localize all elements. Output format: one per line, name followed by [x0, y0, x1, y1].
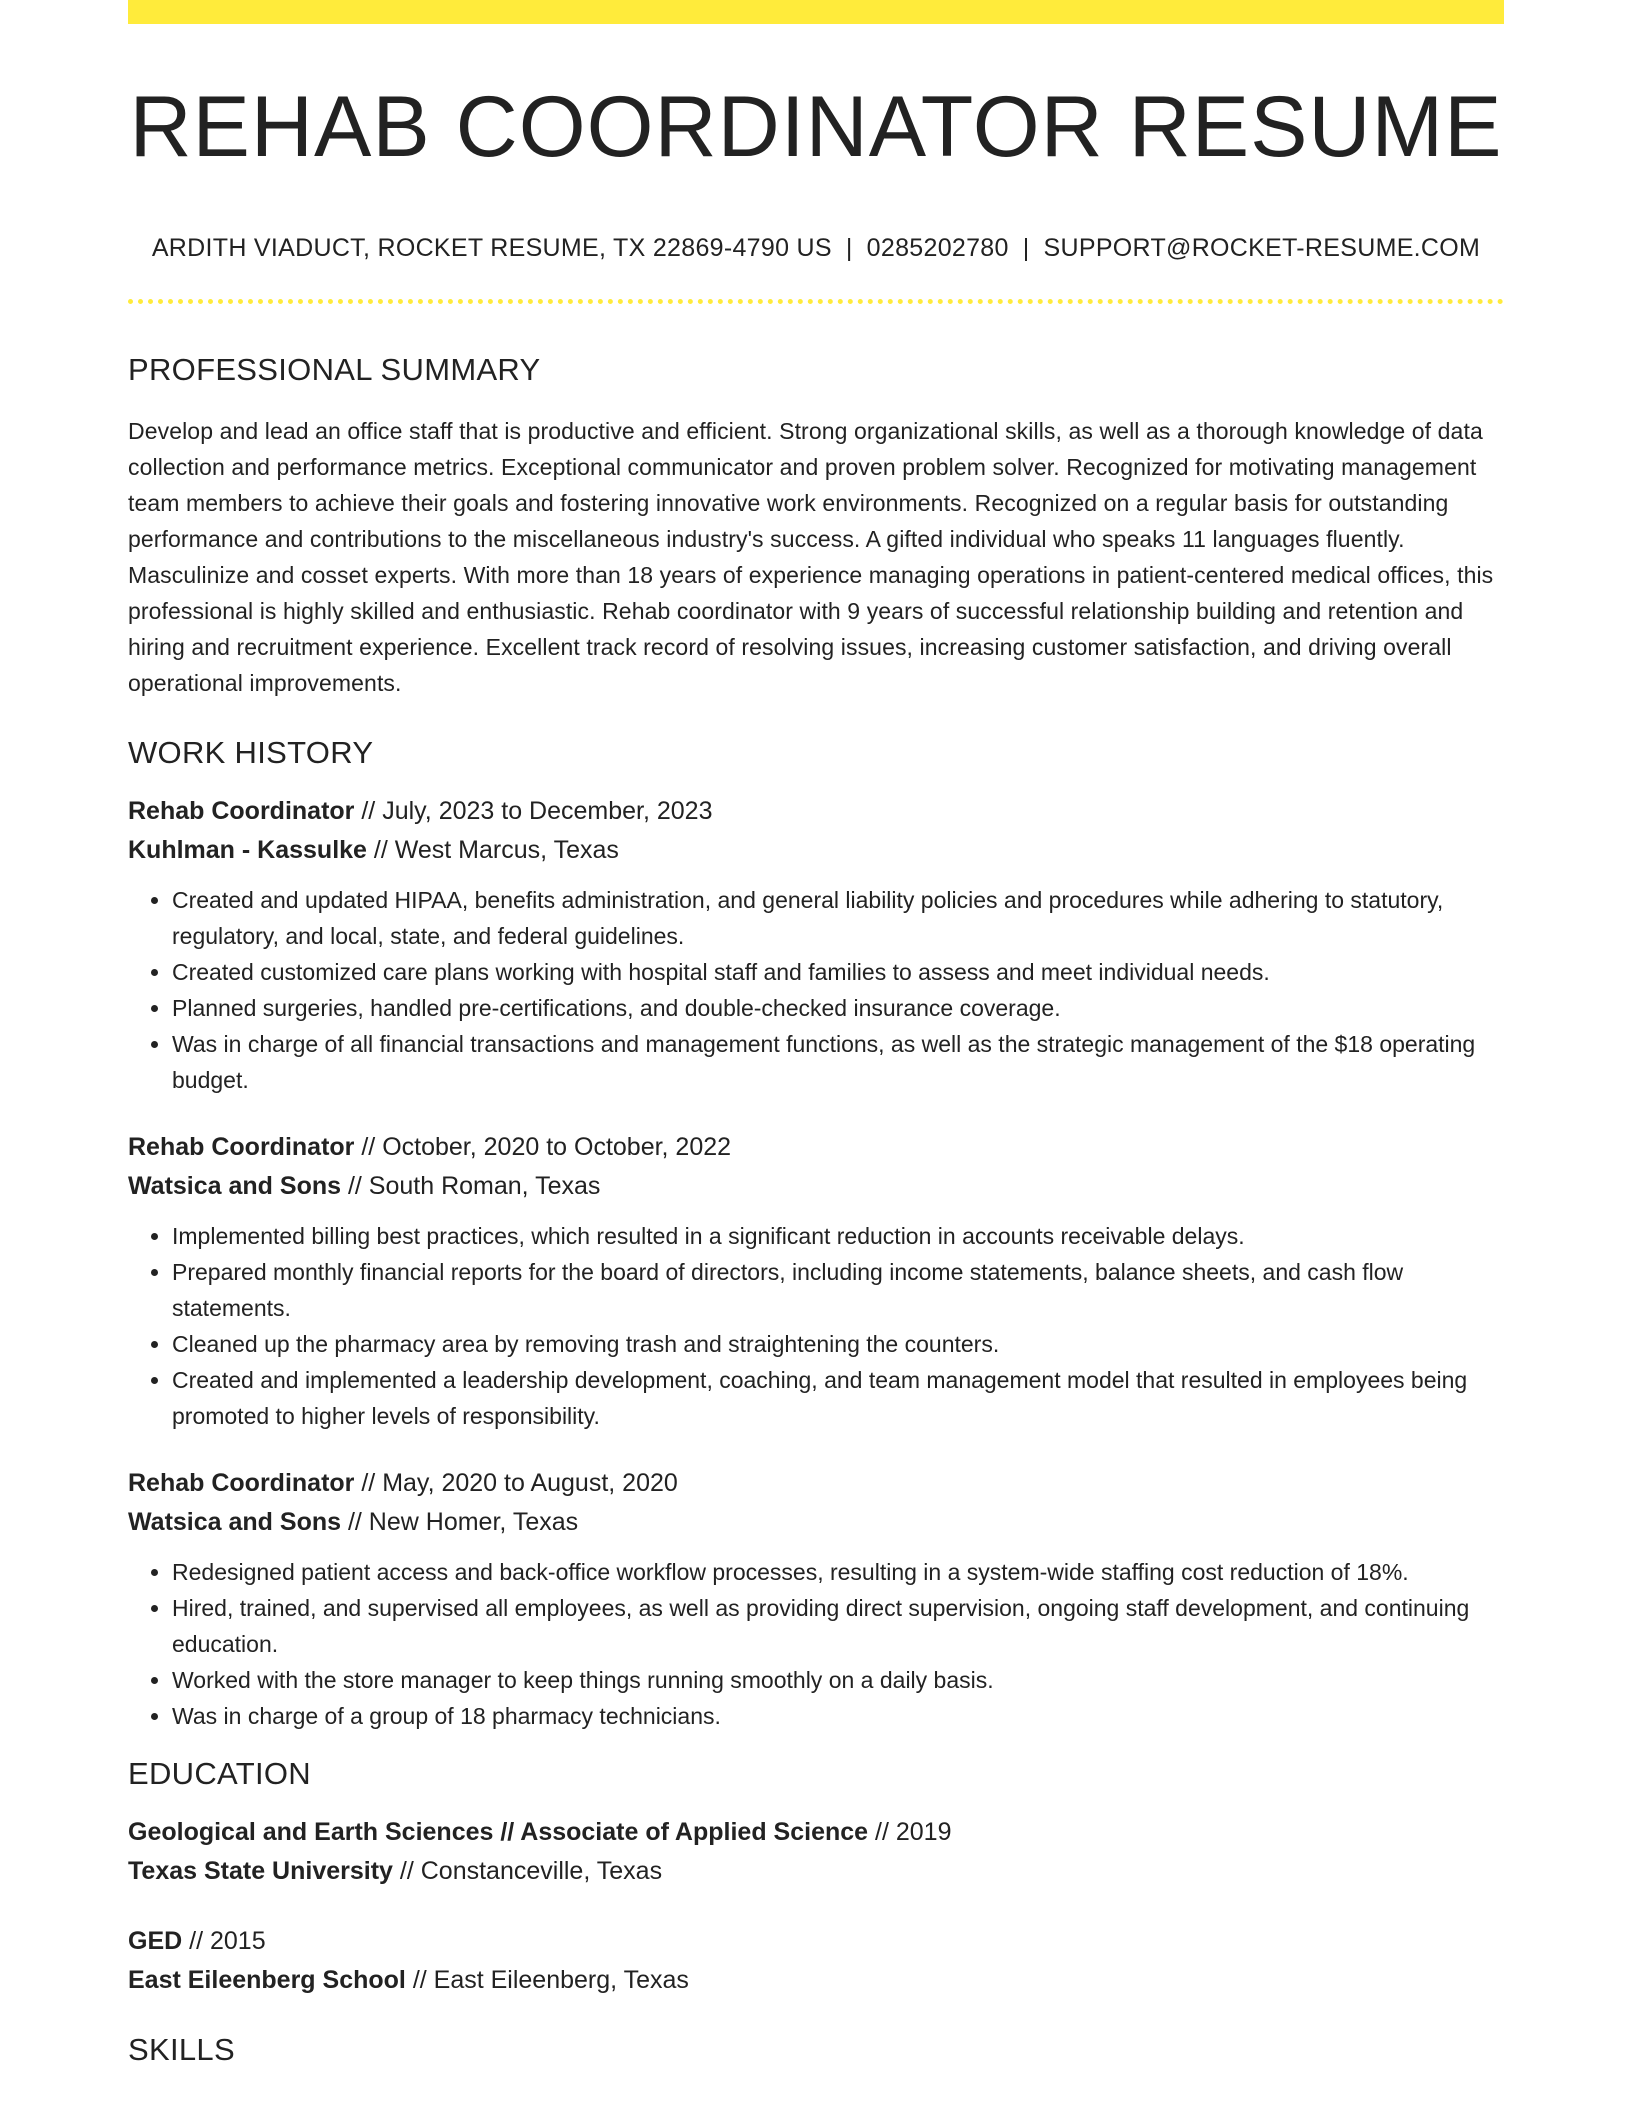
education-degree-line	[128, 1813, 1504, 1852]
job-location: // West Marcus, Texas	[373, 836, 619, 864]
resume-content	[128, 0, 1504, 2065]
section-title-skills: SKILLS	[128, 2032, 235, 2067]
bullet-item: • Hired, trained, and supervised all employees, as well as providing direct supervision, ongoing staff development, and continuing education.	[172, 1590, 1504, 1662]
summary-text: Develop and lead an office staff that is productive and efficient. Strong organizational skills, as well as a thorough knowledge of data collection and performance metrics. Exceptional communicator and proven problem solver. Recognized for motivating management team members to achieve their goals and fostering innovative work environments. Recognized on a regular basis for outstanding performance and contributions to the miscellaneous industry's success. A gifted individual who speaks 11 languages fluently. Masculinize and cosset experts. With more than 18 years of experience managing operations in patient-centered medical offices, this professional is highly skilled and enthusiastic. Rehab coordinator with 9 years of successful relationship building and retention and hiring and recruitment experience. Excellent track record of resolving issues, increasing customer satisfaction, and driving overall operational improvements.	[128, 418, 1494, 696]
bullet-item: • Implemented billing best practices, which resulted in a significant reduction in accounts receivable delays.	[172, 1218, 1504, 1254]
bullet-item: • Created customized care plans working with hospital staff and families to assess and meet individual needs.	[172, 954, 1504, 990]
bullet-item: • Redesigned patient access and back-office workflow processes, resulting in a system-wide staffing cost reduction of 18%.	[172, 1554, 1504, 1590]
contact-separator: |	[1022, 234, 1030, 262]
education-school-line	[128, 1961, 1504, 2000]
bullet-item: • Worked with the store manager to keep things running smoothly on a daily basis.	[172, 1662, 1504, 1698]
work-history-list	[128, 792, 1504, 1734]
job-location: // New Homer, Texas	[347, 1508, 579, 1536]
bullet-item: • Cleaned up the pharmacy area by removing trash and straightening the counters.	[172, 1326, 1504, 1362]
job-dates: // July, 2023 to December, 2023	[361, 797, 713, 825]
job-entry	[128, 1464, 1504, 1734]
job-company-line	[128, 1503, 1504, 1542]
bullet-item: • Planned surgeries, handled pre-certifications, and double-checked insurance coverage.	[172, 990, 1504, 1026]
education-year: // 2015	[189, 1927, 266, 1955]
education-year: // 2019	[875, 1818, 952, 1846]
job-title-line	[128, 792, 1504, 831]
job-title-line	[128, 1128, 1504, 1167]
job-company-line	[128, 831, 1504, 870]
job-dates: // October, 2020 to October, 2022	[361, 1133, 732, 1161]
job-company: Watsica and Sons	[128, 1172, 342, 1200]
education-entry	[128, 1813, 1504, 1891]
contact-phone: 0285202780	[866, 234, 1009, 262]
dotted-divider	[128, 299, 1504, 304]
job-title: Rehab Coordinator	[128, 1133, 355, 1161]
job-title-line	[128, 1464, 1504, 1503]
bullet-item: • Created and implemented a leadership development, coaching, and team management model that resulted in employees being promoted to higher levels of responsibility.	[172, 1362, 1504, 1434]
education-school: Texas State University	[128, 1857, 393, 1885]
job-bullets	[128, 882, 1504, 1098]
contact-separator: |	[845, 234, 853, 262]
job-bullets	[128, 1218, 1504, 1434]
bullet-item: • Created and updated HIPAA, benefits administration, and general liability policies and procedures while adhering to statutory, regulatory, and local, state, and federal guidelines.	[172, 882, 1504, 954]
bullet-item: • Was in charge of all financial transactions and management functions, as well as the strategic management of the $18 operating budget.	[172, 1026, 1504, 1098]
job-dates: // May, 2020 to August, 2020	[361, 1469, 678, 1497]
education-degree: GED	[128, 1927, 183, 1955]
education-location: // Constanceville, Texas	[399, 1857, 663, 1885]
job-company: Kuhlman - Kassulke	[128, 836, 367, 864]
section-title-summary: PROFESSIONAL SUMMARY	[128, 352, 541, 387]
education-degree-line	[128, 1922, 1504, 1961]
job-company-line	[128, 1167, 1504, 1206]
job-title: Rehab Coordinator	[128, 797, 355, 825]
accent-bar	[128, 0, 1504, 24]
education-location: // East Eileenberg, Texas	[412, 1966, 689, 1994]
job-company: Watsica and Sons	[128, 1508, 342, 1536]
contact-line	[128, 236, 1504, 261]
education-list	[128, 1813, 1504, 2000]
job-title: Rehab Coordinator	[128, 1469, 355, 1497]
section-title-education: EDUCATION	[128, 1756, 311, 1791]
job-entry	[128, 1128, 1504, 1434]
education-degree: Geological and Earth Sciences // Associate of Applied Science	[128, 1818, 869, 1846]
bullet-item: • Prepared monthly financial reports for the board of directors, including income statements, balance sheets, and cash flow statements.	[172, 1254, 1504, 1326]
job-bullets	[128, 1554, 1504, 1734]
section-title-work: WORK HISTORY	[128, 735, 374, 770]
bullet-item: • Was in charge of a group of 18 pharmacy technicians.	[172, 1698, 1504, 1734]
contact-address: ARDITH VIADUCT, ROCKET RESUME, TX 22869-4790 US	[151, 234, 832, 262]
resume-title: REHAB COORDINATOR RESUME	[129, 79, 1503, 175]
education-school-line	[128, 1852, 1504, 1891]
job-entry	[128, 792, 1504, 1098]
job-location: // South Roman, Texas	[347, 1172, 601, 1200]
education-school: East Eileenberg School	[128, 1966, 406, 1994]
contact-email: SUPPORT@ROCKET-RESUME.COM	[1043, 234, 1481, 262]
education-entry	[128, 1922, 1504, 2000]
